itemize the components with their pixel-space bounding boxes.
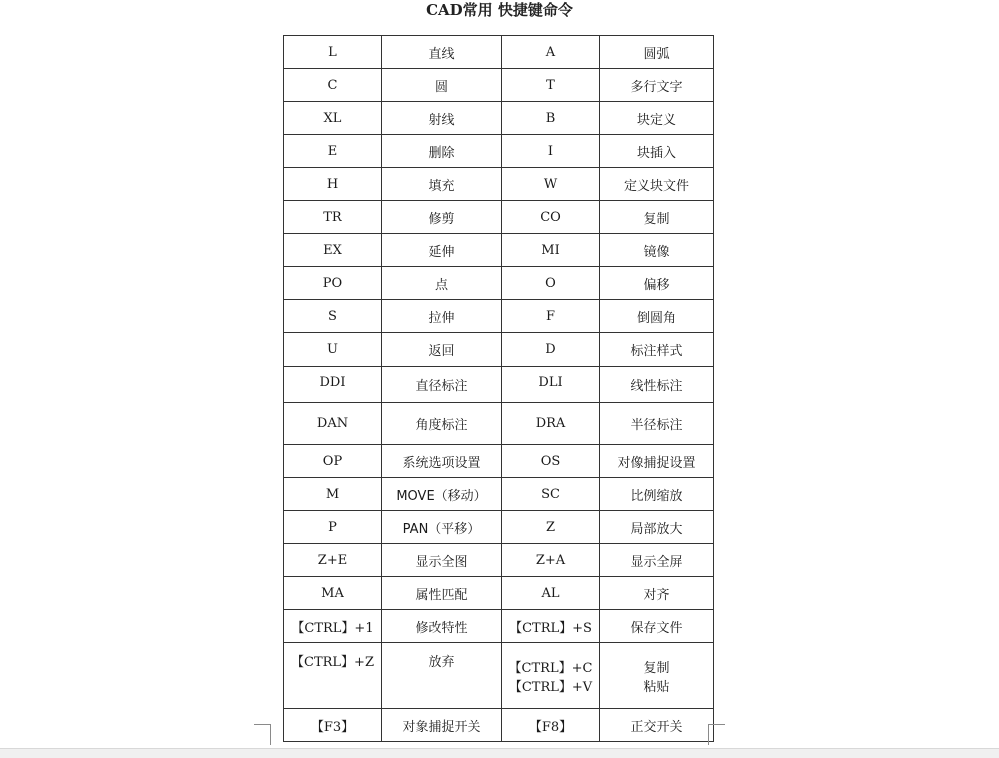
- command-name: 复制: [600, 201, 714, 234]
- shortcut-key: Z+A: [502, 544, 600, 577]
- command-name: 比例缩放: [600, 478, 714, 511]
- command-name: 系统选项设置: [382, 445, 502, 478]
- table-row: [284, 300, 714, 333]
- shortcut-key: Z: [502, 511, 600, 544]
- table-row: [284, 610, 714, 643]
- shortcut-key-pair: [502, 643, 600, 709]
- command-name: 对齐: [600, 577, 714, 610]
- command-name: 局部放大: [600, 511, 714, 544]
- command-name-pair: [600, 643, 714, 709]
- shortcut-key: CO: [502, 201, 600, 234]
- command-name: 拉伸: [382, 300, 502, 333]
- command-name: 镜像: [600, 234, 714, 267]
- table-row-ctrl: [284, 643, 714, 709]
- shortcut-key: B: [502, 102, 600, 135]
- shortcut-key: TR: [284, 201, 382, 234]
- shortcut-key: SC: [502, 478, 600, 511]
- shortcut-key: DLI: [502, 367, 600, 403]
- command-name: 圆弧: [600, 36, 714, 69]
- table-row: [284, 577, 714, 610]
- shortcut-key: C: [284, 69, 382, 102]
- command-name: 角度标注: [382, 403, 502, 445]
- shortcut-key: 【CTRL】+1: [284, 610, 382, 643]
- shortcut-key: EX: [284, 234, 382, 267]
- command-name: 修改特性: [382, 610, 502, 643]
- command-name: 复制: [643, 660, 670, 676]
- command-name: 直线: [382, 36, 502, 69]
- command-name: 粘贴: [643, 679, 670, 695]
- shortcut-key: MA: [284, 577, 382, 610]
- shortcut-key: W: [502, 168, 600, 201]
- command-name: 定义块文件: [600, 168, 714, 201]
- shortcut-key: 【CTRL】+V: [508, 679, 593, 695]
- shortcut-table: [283, 35, 714, 742]
- shortcut-key: 【F3】: [284, 709, 382, 742]
- table-row: [284, 445, 714, 478]
- command-name: 正交开关: [600, 709, 714, 742]
- table-row: [284, 544, 714, 577]
- page-corner-mark-left: [254, 724, 271, 745]
- command-name: 修剪: [382, 201, 502, 234]
- command-name: 保存文件: [600, 610, 714, 643]
- shortcut-key: D: [502, 333, 600, 367]
- command-name: 放弃: [382, 643, 502, 709]
- shortcut-key: E: [284, 135, 382, 168]
- shortcut-key: I: [502, 135, 600, 168]
- command-name: 块插入: [600, 135, 714, 168]
- table-row: [284, 709, 714, 742]
- command-name: 删除: [382, 135, 502, 168]
- command-name: 显示全图: [382, 544, 502, 577]
- shortcut-key: 【CTRL】+Z: [284, 643, 382, 709]
- document-bottom-bar: [0, 748, 999, 758]
- table-row: [284, 168, 714, 201]
- command-name: 倒圆角: [600, 300, 714, 333]
- shortcut-key: S: [284, 300, 382, 333]
- shortcut-key: PO: [284, 267, 382, 300]
- command-name: 半径标注: [600, 403, 714, 445]
- shortcut-key: OP: [284, 445, 382, 478]
- shortcut-key: XL: [284, 102, 382, 135]
- shortcut-key: L: [284, 36, 382, 69]
- table-row: [284, 135, 714, 168]
- command-name: 线性标注: [600, 367, 714, 403]
- command-name: 标注样式: [600, 333, 714, 367]
- shortcut-key: Z+E: [284, 544, 382, 577]
- shortcut-key: 【CTRL】+C: [508, 660, 593, 676]
- command-name: 对象捕捉开关: [382, 709, 502, 742]
- command-name: 块定义: [600, 102, 714, 135]
- command-name: 圆: [382, 69, 502, 102]
- command-name: 对像捕捉设置: [600, 445, 714, 478]
- command-name: 多行文字: [600, 69, 714, 102]
- command-name: 填充: [382, 168, 502, 201]
- shortcut-key: DAN: [284, 403, 382, 445]
- command-name: 延伸: [382, 234, 502, 267]
- table-row: [284, 403, 714, 445]
- table-row: [284, 234, 714, 267]
- shortcut-key: T: [502, 69, 600, 102]
- shortcut-key: M: [284, 478, 382, 511]
- document-title: CAD常用 快捷键命令: [426, 1, 573, 19]
- command-name: 射线: [382, 102, 502, 135]
- command-name: PAN（平移）: [382, 511, 502, 544]
- shortcut-key: AL: [502, 577, 600, 610]
- shortcut-key: OS: [502, 445, 600, 478]
- table-row: [284, 478, 714, 511]
- table-row: [284, 367, 714, 403]
- shortcut-key: DDI: [284, 367, 382, 403]
- table-row: [284, 511, 714, 544]
- shortcut-key: U: [284, 333, 382, 367]
- table-row: [284, 201, 714, 234]
- page-corner-mark-right: [708, 724, 725, 745]
- shortcut-key: 【CTRL】+S: [502, 610, 600, 643]
- shortcut-key: F: [502, 300, 600, 333]
- command-name: 属性匹配: [382, 577, 502, 610]
- shortcut-key: MI: [502, 234, 600, 267]
- command-name: MOVE（移动）: [382, 478, 502, 511]
- shortcut-key: H: [284, 168, 382, 201]
- command-name: 点: [382, 267, 502, 300]
- shortcut-key: A: [502, 36, 600, 69]
- command-name: 直径标注: [382, 367, 502, 403]
- command-name: 显示全屏: [600, 544, 714, 577]
- table-row: [284, 69, 714, 102]
- table-row: [284, 267, 714, 300]
- shortcut-key: O: [502, 267, 600, 300]
- table-row: [284, 36, 714, 69]
- table-row: [284, 102, 714, 135]
- command-name: 偏移: [600, 267, 714, 300]
- shortcut-key: DRA: [502, 403, 600, 445]
- shortcut-key: P: [284, 511, 382, 544]
- shortcut-key: 【F8】: [502, 709, 600, 742]
- table-row: [284, 333, 714, 367]
- command-name: 返回: [382, 333, 502, 367]
